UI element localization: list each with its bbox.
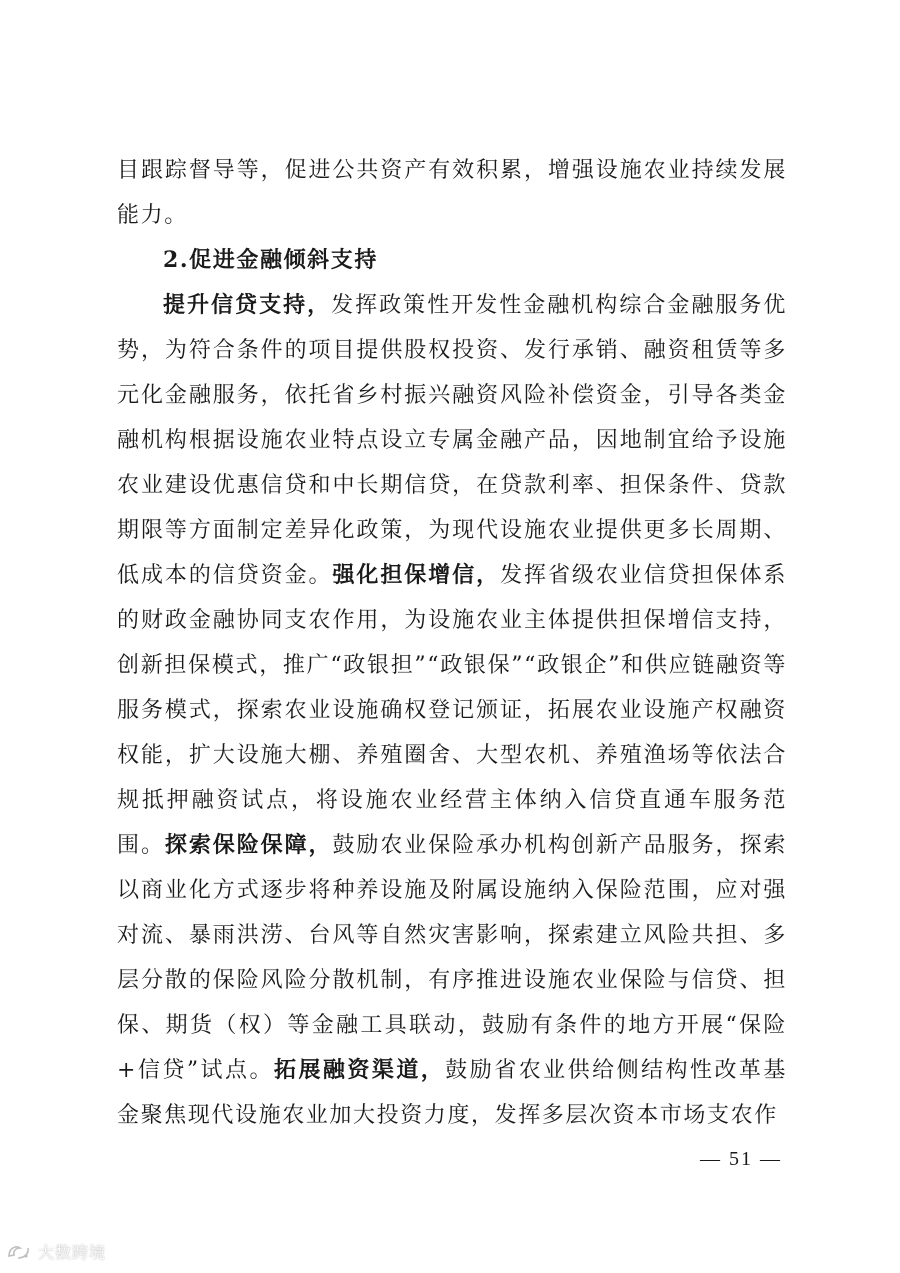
page-number: — 51 — bbox=[700, 1148, 782, 1170]
paragraph-financial-support bbox=[117, 283, 787, 1138]
brand-logo-icon bbox=[6, 1242, 32, 1262]
watermark bbox=[6, 1240, 106, 1263]
sentence-insurance: 鼓励农业保险承办机构创新产品服务，探索以商业化方式逐步将种养设施及附属设施纳入保险范围，应对强对流、暴雨洪涝、台风等自然灾害影响，探索建立风险共担、多层分散的保险风险分散机制，有序推进设施农业保险与信贷、担保、期货（权）等金融工具联动，鼓励有条件的地方开展“保险+信贷”试点。 bbox=[117, 833, 788, 1083]
watermark-text: 大数跨境 bbox=[38, 1243, 107, 1262]
paragraph-continuation: 目跟踪督导等，促进公共资产有效积累，增强设施农业持续发展能力。 bbox=[117, 158, 787, 228]
bold-lead-guarantee: 强化担保增信， bbox=[332, 563, 501, 588]
bold-lead-insurance: 探索保险保障， bbox=[164, 833, 333, 858]
sentence-credit-support: 发挥政策性开发性金融机构综合金融服务优势，为符合条件的项目提供股权投资、发行承销、融资租赁等多元化金融服务，依托省乡村振兴融资风险补偿资金，引导各类金融机构根据设施农业特点设立专属金融产品，因地制宜给予设施农业建设优惠信贷和中长期信贷，在贷款利率、担保条件、贷款期限等方面制定差异化政策，为现代设施农业提供更多长周期、低成本的信贷资金。 bbox=[117, 293, 788, 588]
section-heading: 2.促进金融倾斜支持 bbox=[163, 247, 378, 273]
sentence-guarantee: 发挥省级农业信贷担保体系的财政金融协同支农作用，为设施农业主体提供担保增信支持，创新担保模式，推广“政银担”“政银保”“政银企”和供应链融资等服务模式，探索农业设施确权登记颁证，拓展农业设施产权融资权能，扩大设施大棚、养殖圈舍、大型农机、养殖渔场等依法合规抵押融资试点，将设施农业经营主体纳入信贷直通车服务范围。 bbox=[117, 563, 788, 858]
sentence-financing: 鼓励省农业供给侧结构性改革基金聚焦现代设施农业加大投资力度，发挥多层次资本市场支农作 bbox=[117, 1058, 787, 1128]
bold-lead-financing: 拓展融资渠道， bbox=[273, 1058, 446, 1083]
document-body bbox=[117, 148, 787, 1138]
bold-lead-credit-support: 提升信贷支持， bbox=[163, 293, 332, 318]
